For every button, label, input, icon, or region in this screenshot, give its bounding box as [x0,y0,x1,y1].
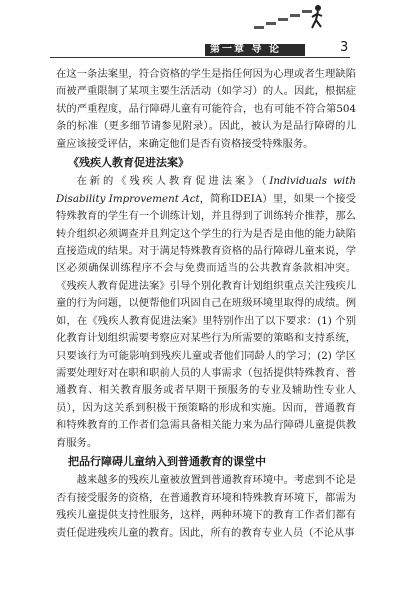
paragraph-3-text: 越来越多的残疾儿童被放置到普通教育环境中。考虑到不论是否有接受服务的资格，在普通教育环境和特殊教育环境下，都需为残疾儿童提供支持性服务，这样，两种环境下的教育工作者们都有责任促进残疾儿童的教育。因此，所有的教育专业人员（不论从事 [56,474,356,539]
walking-figure-icon [252,4,362,44]
paragraph-2-english: Individuals with Disability Improvement Act [56,175,356,205]
paragraph-2-text-b: ，简称IDEIA）里，如果一个接受特殊教育的学生有一个训练计划，并且得到了训练转介推荐，那么转介组织必须调查并且判定这个学生的行为是否是由他的能力缺陷直接造成的结果。对于满足特殊教育资格的品行障碍儿童来说，学区必须确保训练程序不会与免费而适当的公共教育条款相冲突。《残疾人教育促进法案》引导个别化教育计划组织重点关注残疾儿童的行为问题，以便帮他们巩固自己在班级环境里取得的成绩。例如，在《残疾人教育促进法案》里特别作出了以下要求：(1) 个别化教育计划组织需要考察应对某些行为所需要的策略和支持系统，只要该行为可能影响到残疾儿童或者他们同龄人的学习；(2) 学区需要处理好对在职和职前人员的人事需求（包括提供特殊教育、普通教育、相关教育服务或者早期干预服务的专业及辅助性专业人员），因为这关系到积极干预策略的形成和实施。因而，普通教育和特殊教育的工作者们急需具备相关能力来为品行障碍儿童提供教育服务。 [56,192,357,449]
paragraph-3 [56,472,356,542]
header-rule [50,57,350,58]
paragraph-1 [56,66,356,153]
page-header [0,0,400,60]
paragraph-1-text: 在这一条法案里，符合资格的学生是指任何因为心理或者生理缺陷而被严重限制了某项主要生活活动（如学习）的人。因此，根据症状的严重程度，品行障碍儿童有可能符合，也有可能不符合第504条的标准（更多细节请参见附录）。因此，被认为是品行障碍的儿童应该接受评估，来确定他们是否有资格接受特殊服务。 [56,68,356,150]
paragraph-2-text-a: 在新的《残疾人教育促进法案》（ [76,175,270,188]
chapter-title: 第一章 导 论 [210,44,281,55]
section-title-inclusion: 把品行障碍儿童纳入到普通教育的课堂中 [68,454,266,468]
paragraph-2 [56,173,356,452]
page-body [56,66,356,542]
section-title-ideia: 《残疾人教育促进法案》 [68,156,189,170]
page-number: 3 [340,40,349,55]
